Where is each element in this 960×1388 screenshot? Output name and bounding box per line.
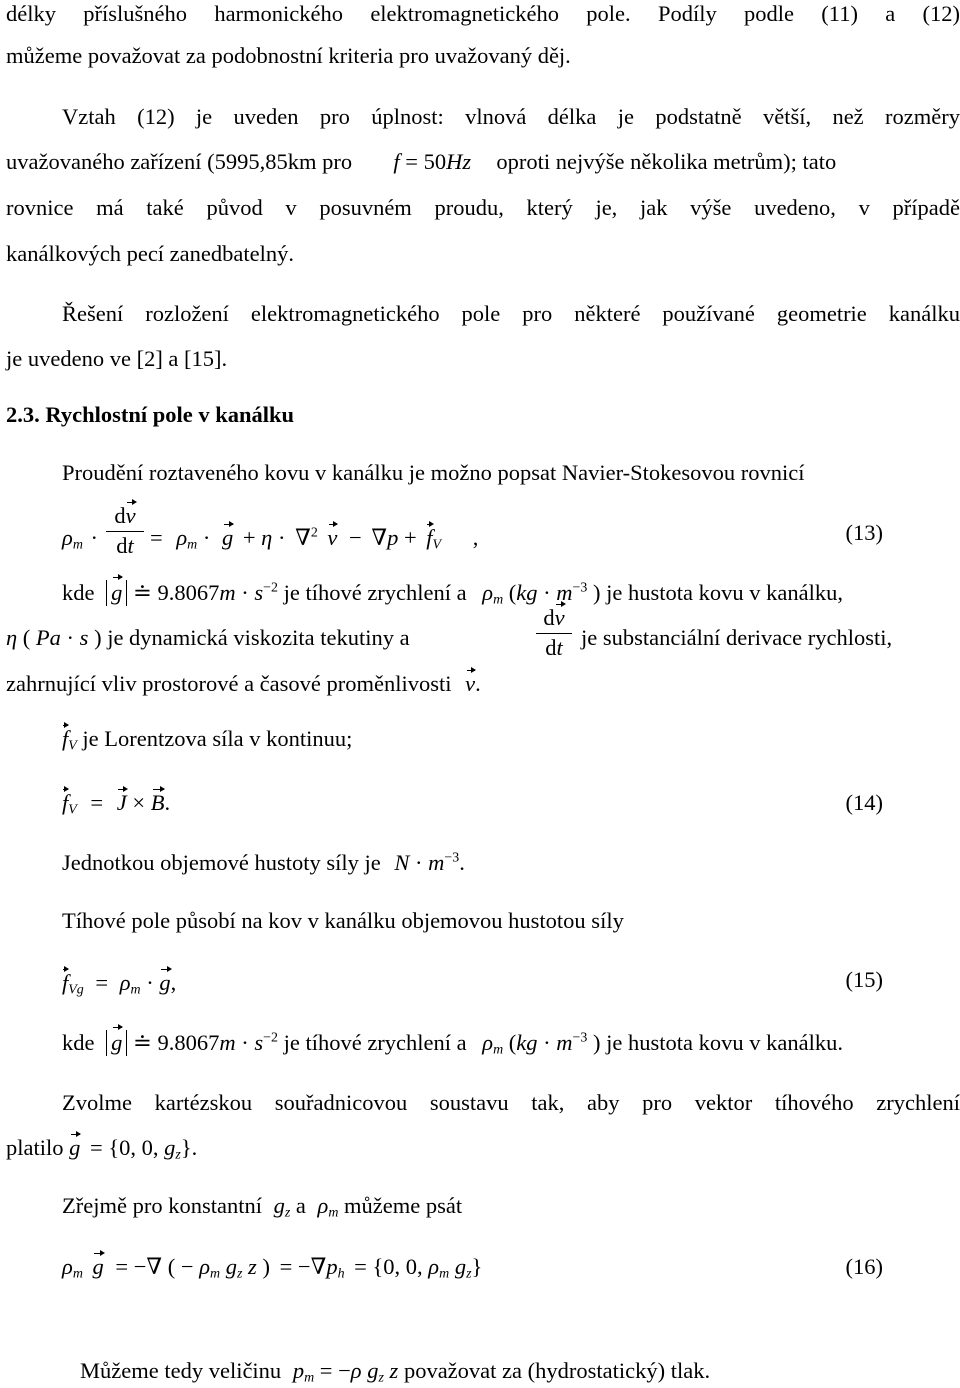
definition-line: zahrnující vliv prostorové a časové proměnlivosti v. [6, 671, 481, 696]
equation-number: (13) [845, 520, 883, 545]
paragraph-line: platilo g = {0, 0, $g_z$}. [6, 1135, 198, 1163]
paragraph-line: Zřejmě pro konstantní $g_z$ a $\rho_m$ můžeme psát [62, 1193, 463, 1221]
paragraph-line: Proudění roztaveného kovu v kanálku je možno popsat Navier-Stokesovou rovnicí [62, 460, 805, 485]
fraction-dv-dt: dv dt [106, 505, 144, 557]
definition-line: η ( Pa · s ) je dynamická viskozita tekutiny a [6, 625, 410, 650]
equation-number: (15) [845, 967, 883, 992]
paragraph-line: Zvolme kartézskou souřadnicovou soustavu tak, aby pro vektor tíhového zrychlení [62, 1090, 960, 1115]
paragraph-line: rovnice má také původ v posuvném proudu, který je, jak výše uvedeno, v případě [6, 195, 960, 220]
definition-line: je substanciální derivace rychlosti, [581, 625, 893, 650]
paragraph-line: uvažovaného zařízení (5995,85km pro f = 50Hz oproti nejvýše několika metrům); tato [6, 149, 837, 174]
lorentz-line: $f_V$ je Lorentzova síla v kontinuu; [62, 726, 353, 754]
paragraph-line: Vztah (12) je uveden pro úplnost: vlnová délka je podstatně větší, než rozměry [62, 104, 960, 129]
paragraph-line: Tíhové pole působí na kov v kanálku objemovou hustotou síly [62, 908, 624, 933]
equation-number: (16) [845, 1254, 883, 1279]
paragraph-line: délky příslušného harmonického elektromagnetického pole. Podíly podle (11) a (12) [6, 1, 960, 26]
fraction-dv-dt: dv dt [536, 607, 572, 659]
paragraph-line: Řešení rozložení elektromagnetického pole pro některé používané geometrie kanálku [62, 301, 960, 326]
definition-line: kde g ≐ $9.8067m \cdot s^{-2}$ je tíhové zrychlení a $\rho_m$ ($kg \cdot m^{-3}$ ) je hustota kovu v kanálku, [62, 580, 843, 608]
paragraph-line: kanálkových pecí zanedbatelný. [6, 241, 294, 266]
definition-line: kde g ≐ $9.8067m \cdot s^{-2}$ je tíhové zrychlení a $\rho_m$ ($kg \cdot m^{-3}$ ) je hustota kovu v kanálku. [62, 1030, 843, 1058]
section-heading: 2.3. Rychlostní pole v kanálku [6, 402, 295, 427]
paragraph-line: můžeme považovat za podobnostní kriteria pro uvažovaný děj. [6, 43, 571, 68]
equation-number: (14) [845, 790, 883, 815]
paragraph-line: je uvedeno ve [2] a [15]. [6, 346, 228, 371]
unit-line: Jednotkou objemové hustoty síly je $N \cdot m^{-3}$. [62, 850, 465, 875]
paragraph-line: Můžeme tedy veličinu $p_m = -\rho$ $g_z$ z považovat za (hydrostatický) tlak. [80, 1358, 711, 1386]
